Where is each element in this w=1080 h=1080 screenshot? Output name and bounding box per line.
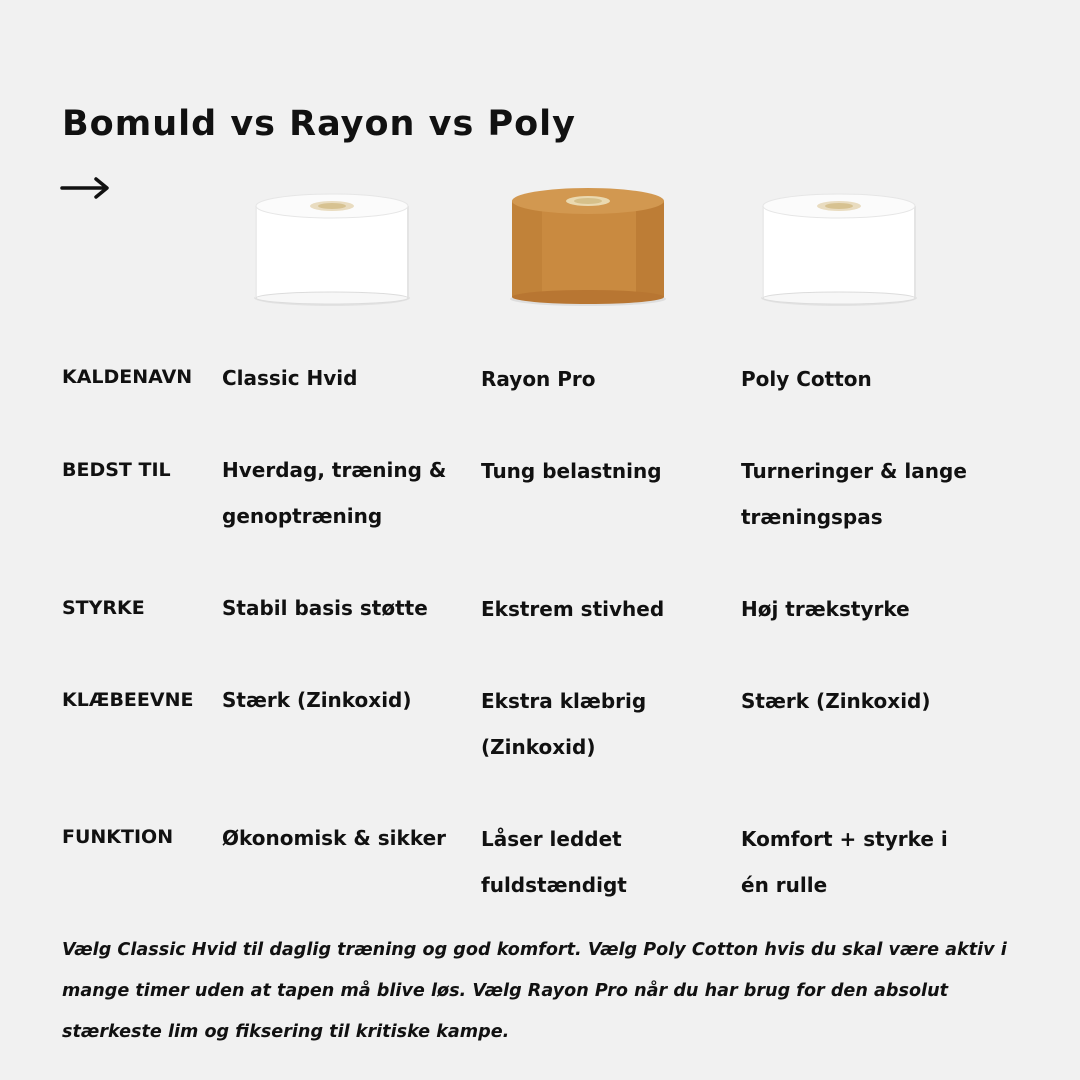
cell-classic-funktion: Økonomisk & sikker bbox=[222, 826, 447, 850]
rayon-pro-tape-roll-image bbox=[508, 183, 668, 308]
row-label-styrke: STYRKE bbox=[62, 597, 145, 619]
cell-rayon-bedst-til: Tung belastning bbox=[481, 459, 662, 483]
cell-rayon-funktion: Låser leddet fuldstændigt bbox=[481, 827, 627, 897]
page-title: Bomuld vs Rayon vs Poly bbox=[62, 104, 576, 144]
classic-hvid-tape-roll-image bbox=[252, 186, 412, 311]
cell-rayon-klaebeevne: Ekstra klæbrig (Zinkoxid) bbox=[481, 689, 647, 759]
cell-classic-bedst-til: Hverdag, træning & genoptræning bbox=[222, 458, 447, 528]
cell-poly-kaldenavn: Poly Cotton bbox=[741, 367, 872, 391]
cell-rayon-styrke: Ekstrem stivhed bbox=[481, 597, 665, 621]
summary-text: Vælg Classic Hvid til daglig træning og god komfort. Vælg Poly Cotton hvis du skal være aktiv i mange timer uden at tapen må blive løs. Vælg Rayon Pro når du har brug for den absolut stærkeste lim og fiksering til kritiske kampe. bbox=[62, 940, 1007, 1042]
poly-cotton-tape-roll-image bbox=[759, 186, 919, 311]
cell-rayon-kaldenavn: Rayon Pro bbox=[481, 367, 596, 391]
cell-poly-styrke: Høj trækstyrke bbox=[741, 597, 910, 621]
cell-poly-klaebeevne: Stærk (Zinkoxid) bbox=[741, 689, 931, 713]
row-label-bedst-til: BEDST TIL bbox=[62, 459, 171, 481]
row-label-funktion: FUNKTION bbox=[62, 826, 174, 848]
cell-poly-bedst-til: Turneringer & lange træningspas bbox=[741, 459, 967, 529]
row-label-klaebeevne: KLÆBEEVNE bbox=[62, 689, 194, 711]
cell-classic-klaebeevne: Stærk (Zinkoxid) bbox=[222, 688, 412, 712]
cell-classic-kaldenavn: Classic Hvid bbox=[222, 366, 358, 390]
cell-poly-funktion: Komfort + styrke i én rulle bbox=[741, 827, 948, 897]
cell-classic-styrke: Stabil basis støtte bbox=[222, 596, 428, 620]
row-label-kaldenavn: KALDENAVN bbox=[62, 366, 193, 388]
arrow-right-icon bbox=[60, 174, 112, 202]
